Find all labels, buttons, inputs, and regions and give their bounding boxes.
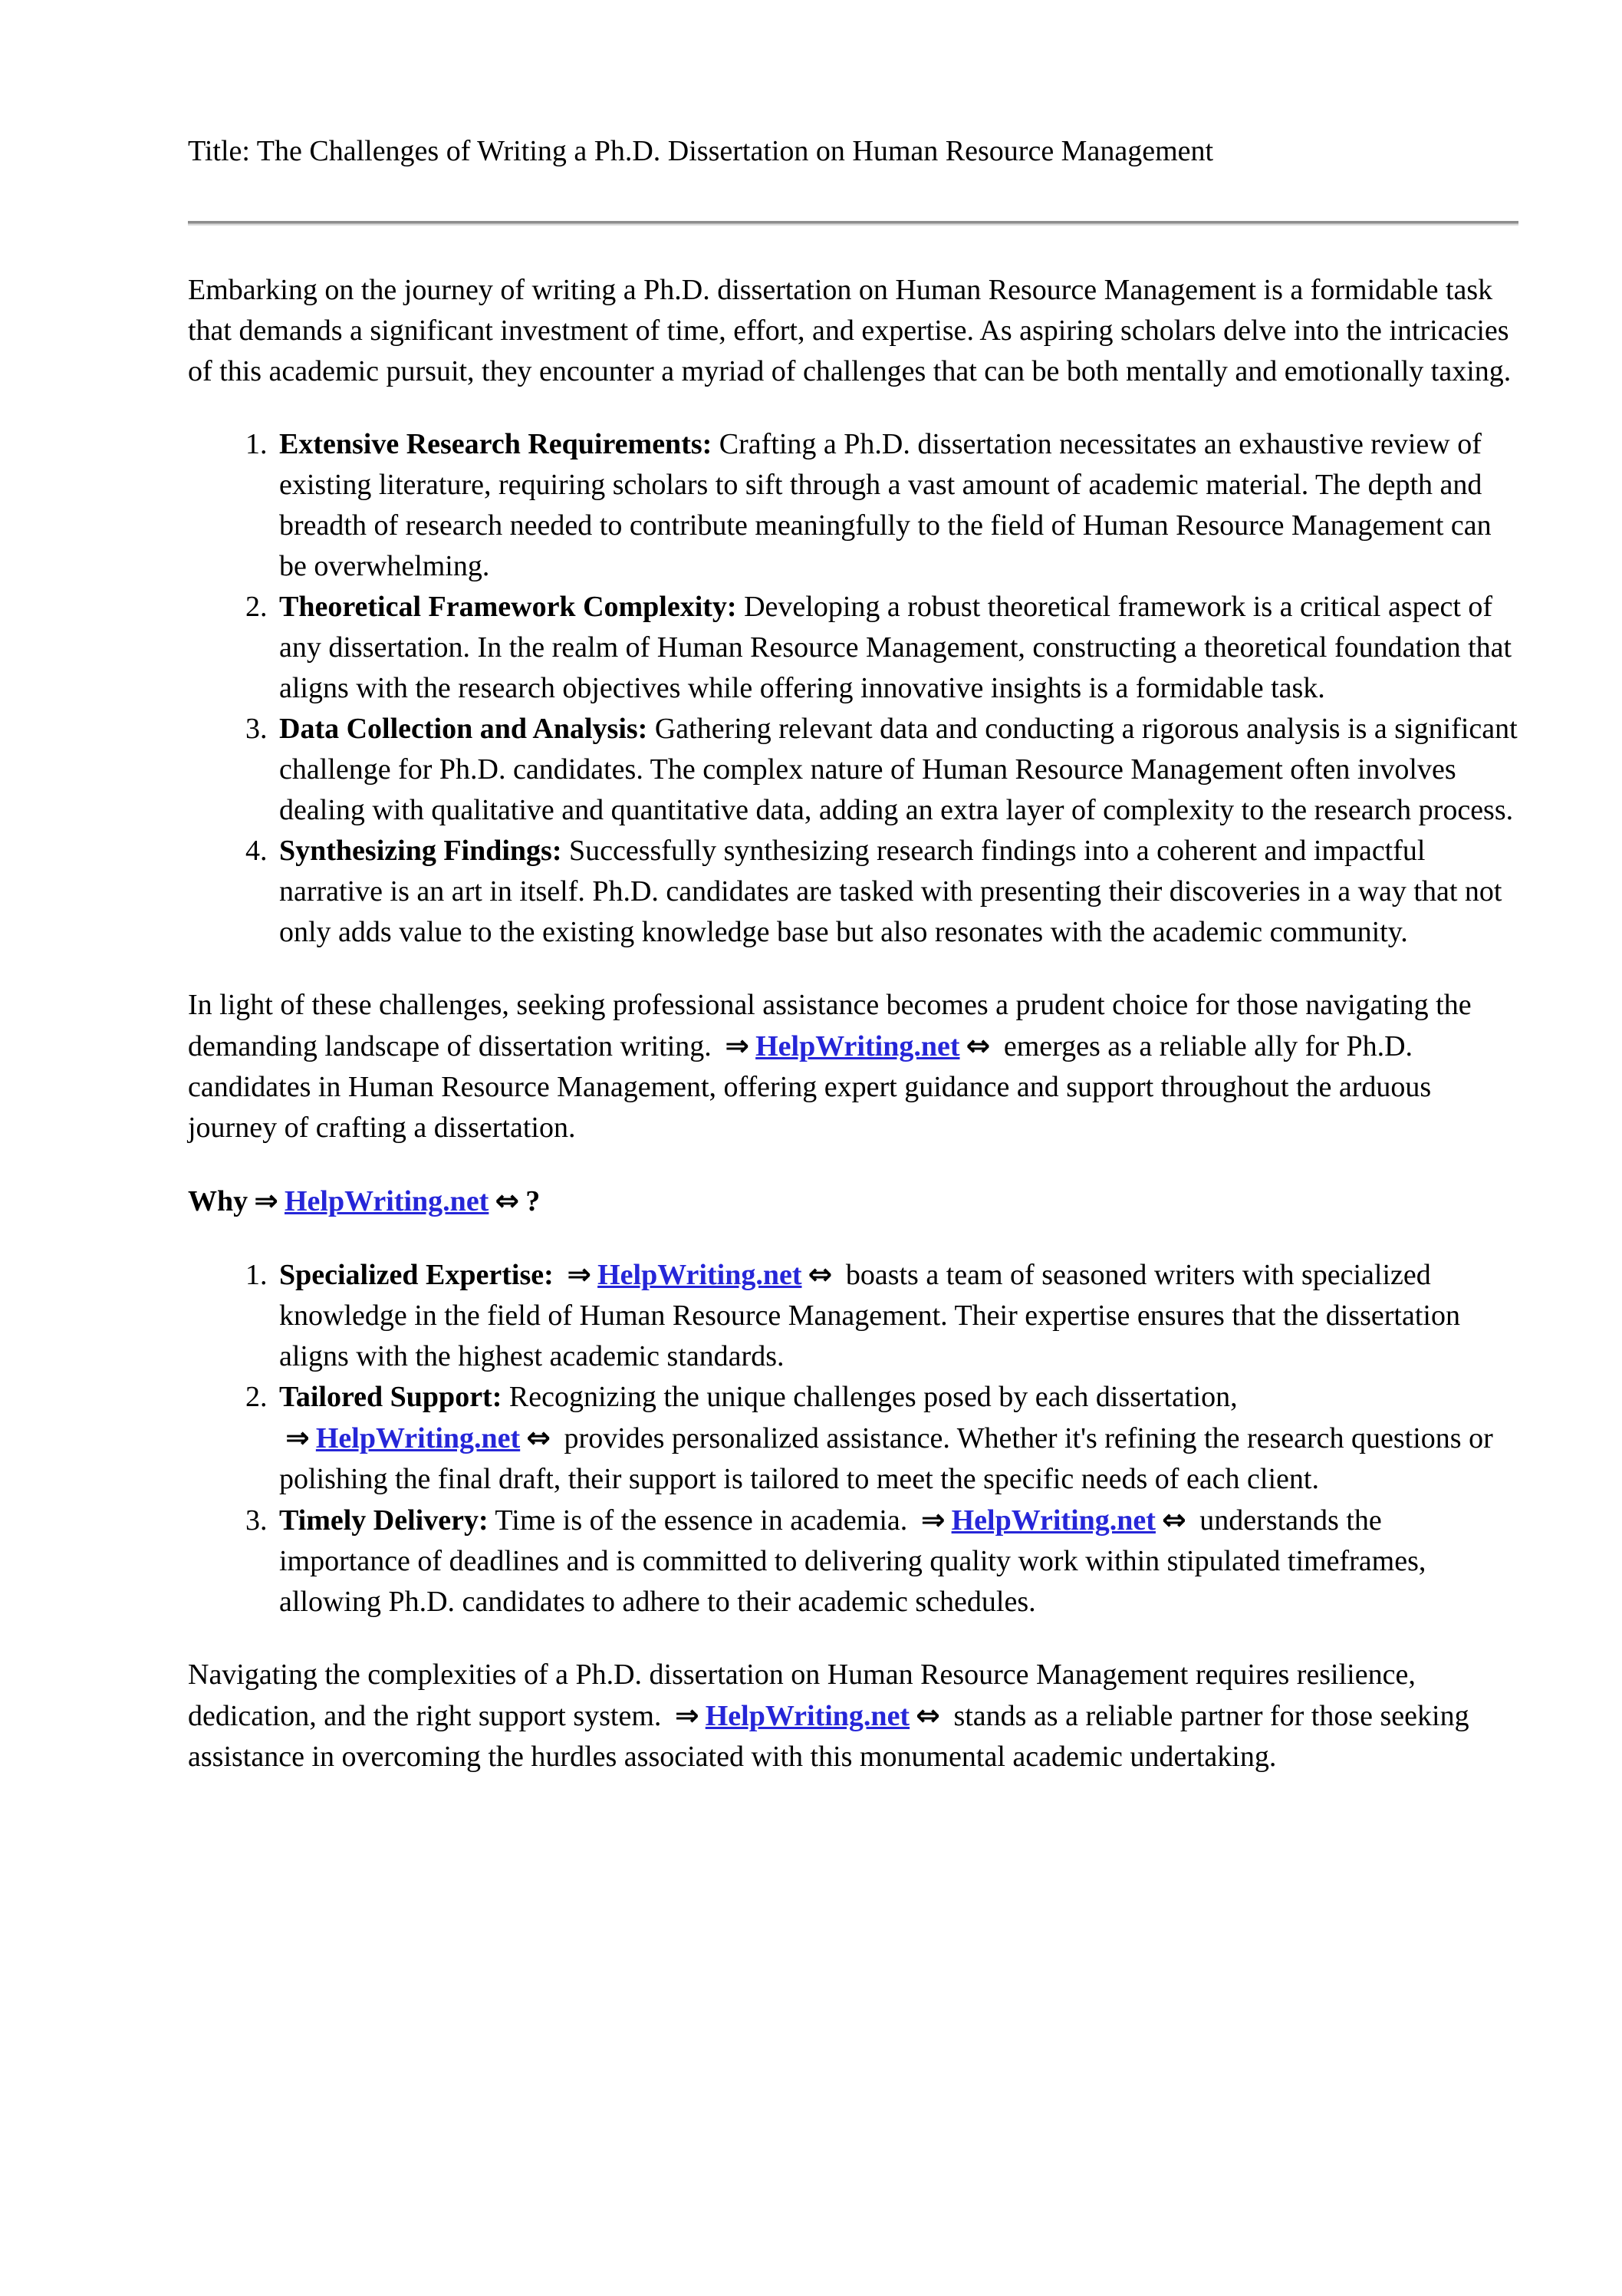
assistance-paragraph xyxy=(188,985,1518,1148)
helpwriting-link[interactable]: HelpWriting.net xyxy=(597,1259,802,1291)
item-text: Developing a robust theoretical framework is a critical aspect of any dissertation. In the realm of Human Resource Management, constructing a theoretical foundation that aligns with the research objectives while offering innovative insights is a formidable task. xyxy=(279,591,1512,704)
why-suffix: ? xyxy=(525,1185,541,1217)
intro-paragraph: Embarking on the journey of writing a Ph.D. dissertation on Human Resource Management is a formidable task that demands a significant investment of time, effort, and expertise. As aspiring scholars delve into the intricacies of this academic pursuit, they encounter a myriad of challenges that can be both mentally and emotionally taxing. xyxy=(188,274,1512,387)
item-text: Successfully synthesizing research findings into a coherent and impactful narrative is an art in itself. Ph.D. candidates are tasked with presenting their discoveries in a way that not only adds value to the existing knowledge base but also resonates with the academic community. xyxy=(279,835,1502,948)
why-item-3 xyxy=(275,1500,1518,1622)
document-title: Title: The Challenges of Writing a Ph.D. Dissertation on Human Resource Management xyxy=(188,135,1214,167)
item-label: Extensive Research Requirements: xyxy=(279,428,712,460)
item-label: Theoretical Framework Complexity: xyxy=(279,591,737,623)
item-text: Crafting a Ph.D. dissertation necessitates an exhaustive review of existing literature, requiring scholars to sift through a vast amount of academic material. The depth and breadth of research needed to contribute meaningfully to the field of Human Resource Management can be overwhelming. xyxy=(279,428,1492,582)
item-text: provides personalized assistance. Whether it's refining the research questions or polishing the final draft, their support is tailored to meet the specific needs of each client. xyxy=(279,1422,1493,1495)
closing-paragraph xyxy=(188,1655,1518,1777)
why-prefix: Why xyxy=(188,1185,248,1217)
item-label: Timely Delivery: xyxy=(279,1504,489,1537)
double-arrow-both-icon: ⇔ xyxy=(808,1257,833,1291)
item-text: Recognizing the unique challenges posed by each dissertation, xyxy=(502,1381,1238,1413)
double-arrow-both-icon: ⇔ xyxy=(966,1029,991,1062)
helpwriting-link[interactable]: HelpWriting.net xyxy=(755,1030,960,1062)
double-arrow-both-icon: ⇔ xyxy=(916,1698,940,1732)
item-label: Specialized Expertise: xyxy=(279,1259,554,1291)
challenge-item-2 xyxy=(275,587,1518,709)
item-label: Synthesizing Findings: xyxy=(279,835,562,867)
item-text: boasts a team of seasoned writers with specialized knowledge in the field of Human Resource Management. Their expertise ensures that the dissertation aligns with the highest academic standards. xyxy=(279,1259,1460,1372)
double-arrow-right-icon: ⇒ xyxy=(254,1184,278,1217)
double-arrow-right-icon: ⇒ xyxy=(920,1503,946,1537)
helpwriting-link[interactable]: HelpWriting.net xyxy=(951,1504,1156,1537)
item-text xyxy=(554,1259,561,1291)
challenge-item-1 xyxy=(275,424,1518,587)
double-arrow-both-icon: ⇔ xyxy=(1161,1503,1186,1537)
why-item-2 xyxy=(275,1377,1518,1500)
helpwriting-link[interactable]: HelpWriting.net xyxy=(705,1700,910,1732)
why-heading xyxy=(188,1181,1518,1222)
item-label: Tailored Support: xyxy=(279,1381,502,1413)
helpwriting-link[interactable]: HelpWriting.net xyxy=(284,1185,489,1217)
challenge-item-3 xyxy=(275,709,1518,831)
double-arrow-right-icon: ⇒ xyxy=(285,1421,310,1454)
helpwriting-link[interactable]: HelpWriting.net xyxy=(315,1422,521,1454)
why-list xyxy=(188,1254,1518,1622)
double-arrow-right-icon: ⇒ xyxy=(674,1698,699,1732)
double-arrow-both-icon: ⇔ xyxy=(526,1421,551,1454)
horizontal-rule xyxy=(188,221,1518,226)
double-arrow-right-icon: ⇒ xyxy=(725,1029,750,1062)
paragraph-text: In light of these challenges, seeking professional assistance becomes a prudent choice for those navigating the demanding landscape of dissertation writing. xyxy=(188,989,1472,1062)
item-text: Time is of the essence in academia. xyxy=(488,1504,915,1537)
paragraph-text: emerges as a reliable ally for Ph.D. candidates in Human Resource Management, offering expert guidance and support throughout the arduous journey of crafting a dissertation. xyxy=(188,1030,1432,1144)
challenge-item-4 xyxy=(275,831,1518,953)
double-arrow-both-icon: ⇔ xyxy=(495,1184,520,1217)
item-label: Data Collection and Analysis: xyxy=(279,713,648,745)
paragraph-text: stands as a reliable partner for those seeking assistance in overcoming the hurdles associated with this monumental academic undertaking. xyxy=(188,1700,1469,1773)
double-arrow-right-icon: ⇒ xyxy=(567,1257,592,1291)
why-item-1 xyxy=(275,1254,1518,1377)
paragraph-text: Navigating the complexities of a Ph.D. dissertation on Human Resource Management requires resilience, dedication, and the right support system. xyxy=(188,1659,1416,1732)
item-text: understands the importance of deadlines and is committed to delivering quality work within stipulated timeframes, allowing Ph.D. candidates to adhere to their academic schedules. xyxy=(279,1504,1426,1618)
item-text: Gathering relevant data and conducting a rigorous analysis is a significant challenge for Ph.D. candidates. The complex nature of Human Resource Management often involves dealing with qualitative and quantitative data, adding an extra layer of complexity to the research process. xyxy=(279,713,1518,826)
challenges-list xyxy=(188,424,1518,953)
